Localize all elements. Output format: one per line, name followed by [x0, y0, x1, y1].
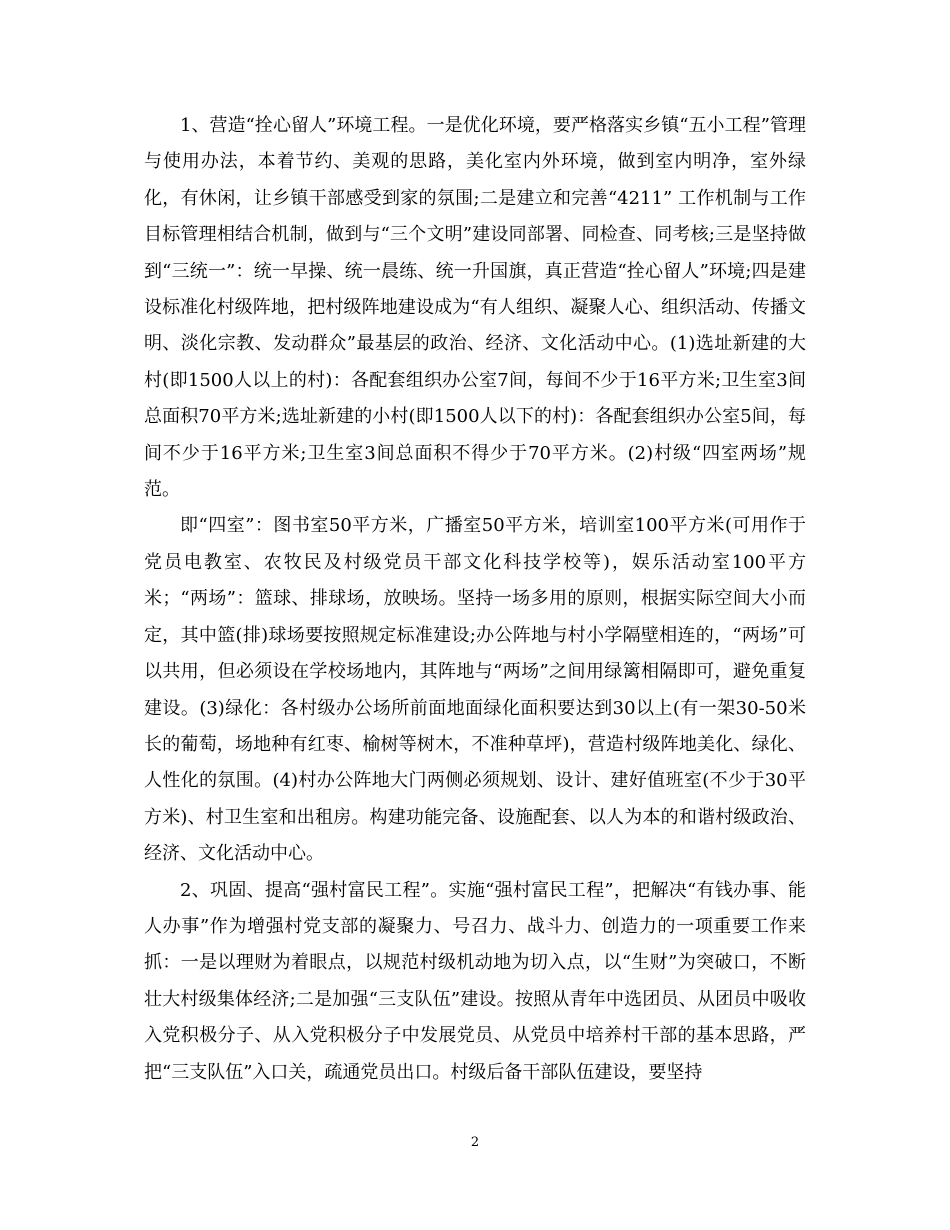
- paragraph-2: 即“四室”：图书室50平方米，广播室50平方米，培训室100平方米(可用作于党员电教室、农牧民及村级党员干部文化科技学校等)，娱乐活动室100平方米；“两场”：篮球、排球场，放映场。坚持一场多用的原则，根据实际空间大小而定，其中篮(排)球场要按照规定标准建设;办公阵地与村小学隔壁相连的，“两场”可以共用，但必须设在学校场地内，其阵地与“两场”之间用绿篱相隔即可，避免重复建设。(3)绿化：各村级办公场所前面地面绿化面积要达到30以上(有一架30-50米长的葡萄，场地种有红枣、榆树等树木，不准种草坪)，营造村级阵地美化、绿化、人性化的氛围。(4)村办公阵地大门两侧必须规划、设计、建好值班室(不少于30平方米)、村卫生室和出租房。构建功能完备、设施配套、以人为本的和谐村级政治、经济、文化活动中心。: [144, 515, 806, 865]
- document-body: [144, 108, 806, 1091]
- paragraph-3: 2、巩固、提高“强村富民工程”。实施“强村富民工程”，把解决“有钱办事、能人办事”作为增强村党支部的凝聚力、号召力、战斗力、创造力的一项重要工作来抓：一是以理财为着眼点，以规范村级机动地为切入点，以“生财”为突破口，不断壮大村级集体经济;二是加强“三支队伍”建设。按照从青年中选团员、从团员中吸收入党积极分子、从入党积极分子中发展党员、从党员中培养村干部的基本思路，严把“三支队伍”入口关，疏通党员出口。村级后备干部队伍建设，要坚持: [144, 879, 806, 1083]
- paragraph-1: 1、营造“拴心留人”环境工程。一是优化环境，要严格落实乡镇“五小工程”管理与使用办法，本着节约、美观的思路，美化室内外环境，做到室内明净，室外绿化，有休闲，让乡镇干部感受到家的氛围;二是建立和完善“4211” 工作机制与工作目标管理相结合机制，做到与“三个文明”建设同部署、同检查、同考核;三是坚持做到“三统一”：统一早操、统一晨练、统一升国旗，真正营造“拴心留人”环境;四是建设标准化村级阵地，把村级阵地建设成为“有人组织、凝聚人心、组织活动、传播文明、淡化宗教、发动群众”最基层的政治、经济、文化活动中心。(1)选址新建的大村(即1500人以上的村)：各配套组织办公室7间，每间不少于16平方米;卫生室3间总面积70平方米;选址新建的小村(即1500人以下的村)：各配套组织办公室5间，每间不少于16平方米;卫生室3间总面积不得少于70平方米。(2)村级“四室两场”规范。: [144, 115, 806, 501]
- page-number: 2: [470, 1135, 480, 1150]
